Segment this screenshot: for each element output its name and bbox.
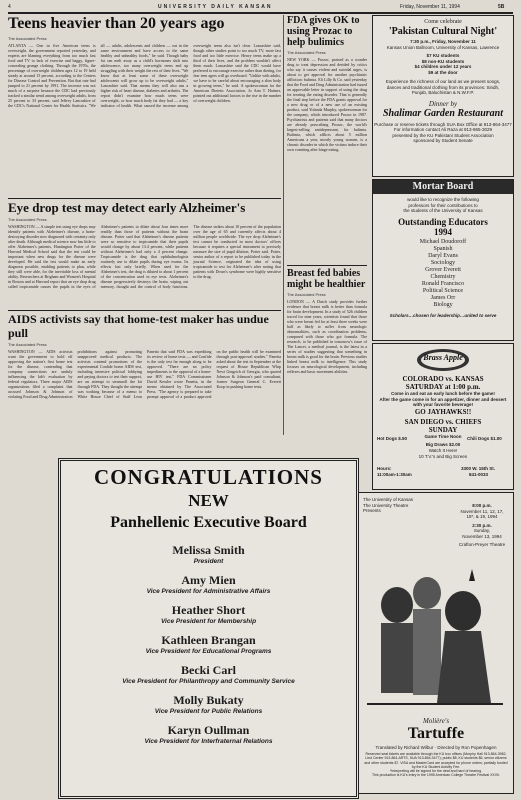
page-number: 4	[8, 4, 11, 10]
page-number-right: 5B	[498, 4, 505, 10]
byline: The Associated Press	[287, 50, 326, 55]
time-line: 18*, & 19, 1994	[466, 514, 498, 519]
mortar-line: professors for their contributions to	[408, 202, 478, 208]
ad-title: 'Pakistan Cultural Night'	[388, 26, 498, 37]
section-rule	[287, 265, 367, 266]
chili-special: Chili Dogs $1.00	[467, 436, 502, 441]
educator-dept: Sociology	[430, 259, 456, 266]
time-line: Crafton-Preyer Theatre	[458, 542, 506, 547]
officer	[61, 723, 356, 745]
fine-print: *Interpreting will be signed for the deaf and hard of hearing.	[389, 769, 483, 774]
article-body: WASHINGTON — A simple test using eye drops may identify patients with Alzheimer's disease, a brain-destroying disorder now diagnosed with certainty only after death. Although medical science now has little to offer Alzheimer's patients, Huntington Potter of the Harvard Medical School said that the test could be important when new drugs for the disease were developed. He said the test would make an early diagnosis possible, enabling patients to plan, while they still were able, for the inevitable loss of mental ability. Researchers at Brigham and Women's Hospital in Boston and at Harvard report that an eye drop drug called tropicamide causes the pupils in the eyes of Alzheimer's patients to dilate about four times more readily than those of patients without the brain disease. Potter said that Alzheimer's disease patients were so sensitive to tropicamide that their pupils would change by about 13.4 percent, while patients without Alzheimer's had only a 4 percent change. Tropicamide is the drug that ophthalmologists routinely use to dilate pupils during eye exams. Its effects last only briefly. When used for the Alzheimer's test, the drug is diluted to about 1 percent of the concentration used in eye tests. Alzheimer's disease progressively destroys the brain, wiping out memory, thought and the control of body functions. The disease strikes about 10 percent of the population over the age of 65 and currently affects about 4 million people worldwide. The eye drop Alzheimer's test cannot be conducted in most doctors' offices because it requires a special instrument to precisely measure the size of pupil dilation, Potter said. Potter, senior author of a report to be published today in the journal Science, originated the idea of using tropicamide to test for Alzheimer's after noting that patients with Down's syndrome were highly sensitive to the drug.	[8, 224, 281, 289]
officer-role: Vice President for Philanthropy and Community Service	[122, 678, 295, 685]
officer	[61, 543, 356, 565]
ad-mortar-board	[372, 179, 514, 341]
article-body: LONDON — A Dutch study provides further evidence that breast milk is better than formula for brain development. In a study of 526 children traced for nine years, scientists found that those who were breast fed for at least three weeks were half as likely to suffer from neurologic abnormalities, such as coordination problems, compared with those who got formula. The research, to be published in tomorrow's issue of The Lancet, a medical journal, is the latest in a series of studies suggesting that something in breast milk is good for the brain. Previous studies linked breast milk to intelligence. This study focuses on neurological development, including reflexes and basic movement abilities.	[287, 299, 367, 374]
org-line: The University Theatre	[363, 502, 409, 508]
ad-info: For information contact Ali Raza at 913-865-3029	[393, 127, 493, 132]
ad-info: Purchase or reserve tickets through SUA Box Office at 913-864-3477	[374, 121, 512, 127]
ad-tartuffe	[358, 492, 514, 794]
masthead	[8, 3, 513, 12]
byline: The Associated Press	[8, 36, 47, 41]
tartuffe-credits: Translated by Richard Wilbur · Directed by Ron Popenhagen	[375, 745, 497, 750]
ad-pre: Come celebrate	[424, 19, 462, 25]
address: 3300 W. 15th St.	[461, 466, 496, 471]
org-line: The University of Kansas	[363, 497, 414, 502]
educator-list	[373, 239, 513, 309]
headline: Teens heavier than 20 years ago	[8, 15, 225, 32]
ad-description: Experience the richness of our land as we present songs, dances and traditional clothing from its provinces: Sindh, Punjab, Baluchistan & N.W.F.P.	[385, 79, 501, 95]
officer-name: Molly Bukaty	[173, 693, 244, 707]
ad-brass-apple	[372, 343, 514, 490]
fine-print: Reserved seat tickets are available through the KU box offices (Murphy Hall 913-864-3982, Lied Center 913-864-ARTS, SUA 913-864-3477); public $8, KU students $6, senior citizens and other students $7. VISA and MasterCard are accepted for phone orders; partially funded by the KU Student Activity Fee.	[364, 752, 508, 769]
game-line: SUNDAY	[428, 425, 458, 434]
game-line: SATURDAY at 1:00 p.m.	[405, 383, 481, 391]
mortar-year: 1994	[434, 226, 452, 237]
section-rule	[8, 310, 281, 311]
new-title: NEW	[188, 491, 229, 510]
officer-name: Heather Short	[171, 603, 246, 617]
game-line: SAN DIEGO vs. CHIEFS	[404, 417, 482, 426]
time-line: 8:00 p.m.	[472, 503, 492, 508]
mortar-line: the students of the University of Kansas	[403, 208, 483, 213]
ad-info: presented by the KU Pakistani Student Association	[392, 132, 494, 138]
educator-dept: Spanish	[433, 245, 453, 252]
watch-here: Watch It Here!	[428, 448, 458, 453]
column-divider	[283, 15, 284, 435]
game-line: COLORADO vs. KANSAS	[402, 375, 484, 383]
tartuffe-author: Molière's	[422, 717, 450, 725]
hours-label: Hours:	[377, 466, 392, 471]
byline: The Associated Press	[8, 342, 47, 347]
section-rule	[8, 198, 281, 199]
phone: 841-0033	[469, 472, 489, 477]
headline: Breast fed babies might be healthier	[287, 268, 366, 290]
ad-restaurant: Shalimar Garden Restaurant	[382, 107, 504, 119]
game-line: with your favorite beverage!	[412, 402, 474, 407]
ad-place: Kansas Union Ballroom, University of Kansas, Lawrence	[386, 44, 500, 50]
officer-name: Amy Mien	[181, 573, 236, 587]
headline: AIDS activists say that home-test maker has undue pull	[8, 312, 269, 340]
article-breastfed	[287, 268, 367, 433]
byline: The Associated Press	[287, 292, 326, 297]
ad-pakistan-cultural-night	[372, 15, 514, 177]
educator-name: Daryl Evans	[428, 252, 458, 259]
officer-role: Vice President for Public Relations	[154, 708, 263, 715]
apple-logo-text: Brass Apple	[423, 353, 463, 362]
educator-name: James Orr	[430, 294, 456, 301]
ad-dinner: Dinner by	[428, 99, 458, 108]
educator-name: Grover Everett	[425, 266, 461, 273]
ad-price: $4 children under 12 years	[414, 64, 472, 69]
educator-name: Ronald Francisco	[421, 280, 465, 287]
ad-date: 7:30 p.m., Friday, November 11	[410, 39, 476, 44]
educator-dept: Chemistry	[430, 273, 456, 280]
mortar-board-text	[373, 197, 513, 318]
show-times	[455, 503, 509, 548]
article-aids	[8, 312, 281, 432]
headline: Eye drop test may detect early Alzheimer's	[8, 200, 246, 215]
officer	[61, 693, 356, 715]
time-line: Sunday,	[473, 528, 491, 533]
officer-role: Vice President for Educational Programs	[145, 648, 272, 655]
fine-print: This production is KU's entry in the 1995 American College Theatre Festival XXVII.	[371, 773, 501, 778]
officer	[61, 663, 356, 685]
officer-role: Vice President for Interfraternal Relations	[144, 738, 273, 745]
officer-role: Vice President for Membership	[160, 618, 257, 625]
officer-name: Karyn Oullman	[167, 723, 250, 737]
tartuffe-title: Tartuffe	[407, 725, 465, 742]
officer-name: Kathleen Brangan	[161, 633, 256, 647]
tartuffe-fine-print	[363, 752, 509, 778]
time-line: November 11, 12, 17,	[460, 508, 504, 514]
educator-name: Michael Doudoroff	[419, 238, 467, 245]
officer	[61, 603, 356, 625]
brass-apple-text	[373, 375, 513, 439]
game-line: Come in and eat an early lunch before the game!	[391, 391, 495, 396]
ad-info: sponsored by Student Senate	[413, 138, 473, 143]
educator-dept: Biology	[433, 301, 453, 308]
hotdog-special: Hot Dogs $.50	[377, 436, 408, 441]
officer-role: President	[193, 558, 224, 565]
mortar-heading: Outstanding Educators	[398, 216, 488, 227]
mortar-board-title: Mortar Board	[412, 181, 474, 192]
officer	[61, 573, 356, 595]
org-line: Presents	[363, 508, 381, 513]
game-line: Game Time Noon	[424, 433, 462, 439]
game-line: GO JAYHAWKS!!	[414, 407, 472, 416]
time-line: 2:30 p.m.	[472, 522, 492, 528]
hours-value: 11:00am-1:30am	[377, 472, 412, 477]
congrats-title: CONGRATULATIONS	[94, 465, 323, 489]
ad-price: $7 KU students	[426, 53, 460, 58]
officer-list	[61, 543, 356, 753]
article-body: ATLANTA — One in five American teens is overweight, the government reported yesterday, and experts are blaming everything from too much fast food and TV to lack of exercise and baggy, figure-concealing grunge clothing. Through the 1970s, the percentage of overweight children ages 12 to 19 held steady at around 15 percent, according to the Centers for Disease Control and Prevention. But that rate had jumped to 21 percent by 1991. The increase was not much of a surprise because the CDC had previously tracked a similar trend among overweight adults, from 25 percent to 33 percent, said Jeffrey Lancashire of the CDC's National Center for Health Statistics. "We all — adults, adolescents and children — eat in the same environment and have access to the same healthy and unhealthy foods," he said. Though baby fat can melt away as a child's hormones shift into adolescence, too many overweight teens end up struggling with their weight the rest of their lives. "We know that at least some of these overweight adolescents will grow up to be overweight adults," Lancashire said. That means they will also run a higher risk of heart disease, diabetes and arthritis. The report didn't examine how much teens were overweight, or how much body fat they had — a key indicator of health. What caused the increase among overweight teens also isn't clear. Lancashire said, though other studies point to too much TV, more fast food and too little exercise. Heavy teens make up a third of their lives, and the problem wouldn't affect them much. Lancashire said the CDC would have preferred to encourage exercise rather than dieting, for fear teen agers will go overboard. "Unlike with adults, we have to be careful about encouraging a slim body in growing teens," he said. A spokeswoman for the American Dietetic Association, Jo Ann T. Hattner, pointed out additional factors to the rise in the number of overweight children.	[8, 43, 281, 108]
game-line: After the game come in for an appetizer, dinner and dessert	[379, 396, 507, 402]
theatre-org	[363, 497, 413, 514]
officer-name: Becki Carl	[181, 663, 236, 677]
time-line: November 13, 1994	[462, 533, 502, 539]
ad-panhellenic-board	[58, 458, 359, 799]
masthead-rule	[8, 12, 513, 14]
board-title: Panhellenic Executive Board	[110, 514, 307, 531]
bigdraw-special: Big Draws $2.00	[425, 442, 461, 447]
officer-role: Vice President for Administrative Affairs	[146, 588, 271, 595]
headline: FDA gives OK to using Prozac to help bulimics	[287, 15, 360, 48]
issue-date: Friday, November 11, 1994	[400, 4, 460, 10]
article-body: NEW YORK — Prozac, praised as a wonder drug to treat depression and derided by critics who say it causes violent and suicidal urges, is about to get approval for another psychiatric affliction: bulimia. Eli Lilly & Co. said yesterday that the Food and Drug Administration had issued an approvable letter in support of using the drug for treating the eating disorder. That is generally the final step before the FDA grants approval for a new drug or of a new use of an existing product, said Yolanda Murphy, spokeswoman for the company, which introduced Prozac in 1987. Psychiatrists and patients said that many doctors are already prescribing Prozac, the world's largest-selling antidepressant, for bulimia. Bulimia, which afflicts about 5 million Americans a year, mostly young women, is a chronic disorder in which the victims induce their own vomiting after binge eating.	[287, 57, 367, 152]
officer-name: Melissa Smith	[172, 543, 245, 557]
paper-name: UNIVERSITY DAILY KANSAN	[158, 4, 273, 10]
byline: The Associated Press	[8, 217, 47, 222]
ad-price: $9 at the door	[428, 69, 458, 75]
ad-price: $8 non-KU students	[421, 58, 465, 64]
tartuffe-illustration	[367, 563, 503, 713]
officer	[61, 633, 356, 655]
article-eyedrop	[8, 200, 281, 308]
article-teens	[8, 15, 281, 195]
mortar-line: would like to recognize the following	[407, 197, 479, 202]
tv-count: 10 T.V.'s and Big Screen	[418, 454, 468, 459]
article-fda	[287, 15, 367, 265]
article-body: WASHINGTON — AIDS activists want the government to hold off approving the nation's first home test for the disease, contending that company connections are unduly influencing the lab's evaluation by federal regulators. Three major AIDS organizations filed a complaint that accused Johnson & Johnson of violating Food and Drug Administration prohibitions against promoting unapproved medical products. The activists contend promotions of the experimental Confide home AIDS test, including intensive political lobbying and paying doctors to test their support, are an attempt to steamroll the kit through FDA. They thought the attempt was working because of a memo to White House Chief of Staff Leon Panetta that said FDA was expediting its review of home tests — and Confide is the only test far enough along to be approved. "There are no policy impediments to the approval of a home-use HIV test," FDA Commissioner David Kessler wrote Panetta, in the memo obtained by The Associated Press. "The agency is prepared to take prompt approval of a product approval on the public health will be examined through post-approval studies." Panetta asked about the test in September at the request of House Republican Whip Newt Gingrich of Georgia, who quoted Johnson & Johnson's paid consultant, former Surgeon General C. Everett Koop in pushing home tests.	[8, 349, 281, 399]
mortar-footer: Scholars…chosen for leadership…united to serve	[389, 312, 497, 318]
educator-dept: Political Science	[422, 287, 464, 294]
